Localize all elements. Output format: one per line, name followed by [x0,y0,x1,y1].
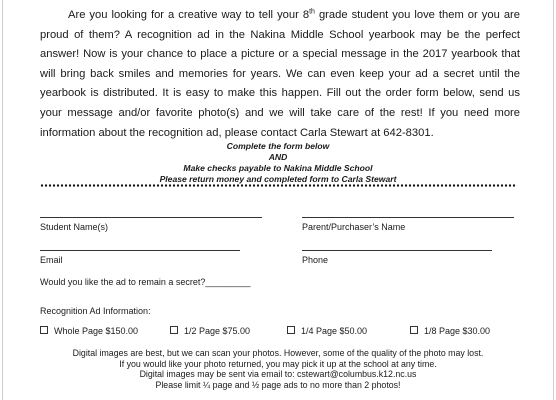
instruction-and: AND [268,152,288,162]
page-left-edge [2,0,3,400]
instruction-checks-payable: Make checks payable to Nakina Middle School [183,163,373,173]
instructions-block [0,141,556,185]
student-name-label: Student Name(s) [40,222,109,232]
checkbox-half-page[interactable] [170,326,178,334]
intro-superscript: th [309,8,315,16]
student-name-line[interactable] [40,217,262,218]
intro-paragraph [40,6,520,143]
page-right-edge [553,0,554,400]
intro-text-start: Are you looking for a creative way to tell your 8 [68,9,310,21]
intro-text-rest: grade student you love them or you are proud of them? A recognition ad in the Nakina Middle School yearbook may be the perfect answer! Now is your chance to place a picture or a special message in the 2017 yearbook that will bring back smiles and memories for years. We can even keep your ad a secret until the yearbook is distributed. It is easy to make this happen. Fill out the order form below, send us your message and/or favorite photo(s) and we will take care of the rest! If you need more information about the recognition ad, please contact Carla Stewart at 642-8301. [40,9,520,139]
option-eighth-page[interactable] [410,326,490,337]
footer-notes [0,348,556,391]
option-whole-page[interactable] [40,326,138,337]
parent-name-line[interactable] [302,217,514,218]
option-half-page[interactable] [170,326,250,337]
checkbox-whole-page[interactable] [40,326,48,334]
footer-note-email: Digital images may be sent via email to: cstewart@columbus.k12.nc.us [139,369,417,380]
option-quarter-page-label: 1/4 Page $50.00 [301,326,368,336]
email-line[interactable] [40,250,240,251]
option-eighth-page-label: 1/8 Page $30.00 [424,326,491,336]
parent-name-label: Parent/Purchaser’s Name [302,222,406,232]
footer-note-photo-limit: Please limit ¼ page and ½ page ads to no more than 2 photos! [155,380,401,391]
email-label: Email [40,255,63,265]
option-half-page-label: 1/2 Page $75.00 [184,326,251,336]
checkbox-quarter-page[interactable] [287,326,295,334]
dotted-divider [40,184,517,187]
footer-note-digital-images: Digital images are best, but we can scan your photos. However, some of the quality of the photo may lost. [72,348,484,358]
footer-note-photo-return: If you would like your photo returned, you may pick it up at the school at any time. [119,358,437,369]
option-quarter-page[interactable] [287,326,367,337]
phone-line[interactable] [302,250,492,251]
checkbox-eighth-page[interactable] [410,326,418,334]
ad-info-label: Recognition Ad Information: [40,306,151,316]
instruction-complete-form: Complete the form below [226,141,330,151]
option-whole-page-label: Whole Page $150.00 [54,326,139,336]
phone-label: Phone [302,255,329,265]
instruction-return-form: Please return money and completed form to Carla Stewart [159,174,397,184]
secret-question[interactable]: Would you like the ad to remain a secret?_________ [40,277,251,287]
